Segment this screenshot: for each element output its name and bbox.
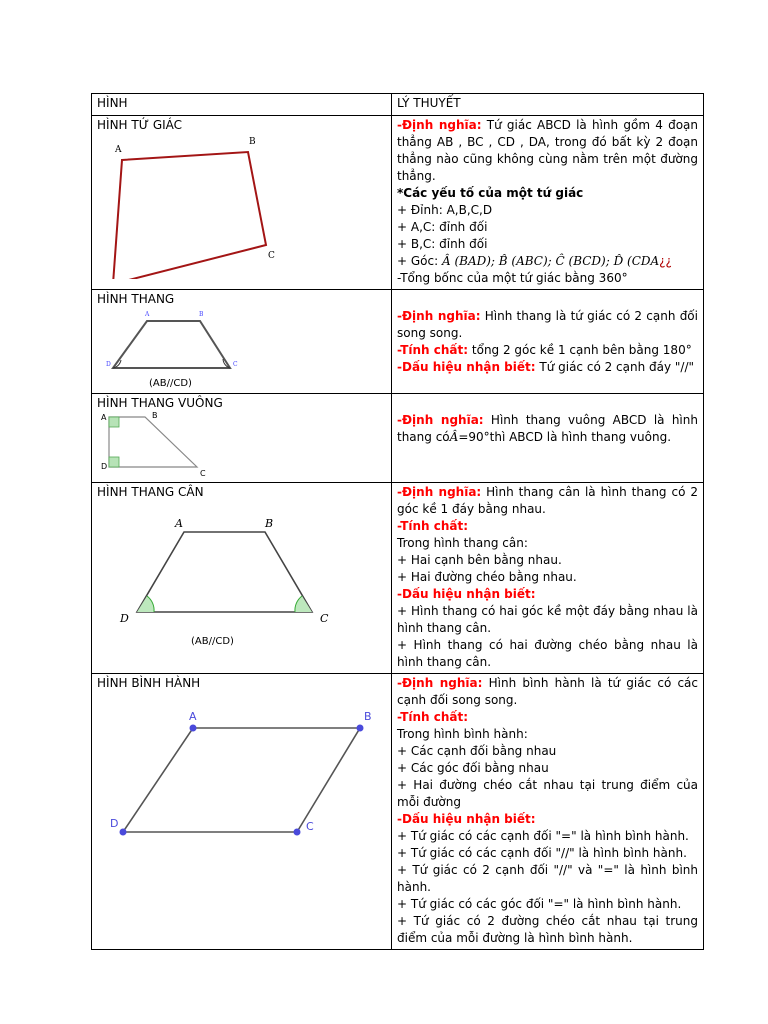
shape-cell-right-trapezoid: [92, 394, 392, 483]
vertex-label-b: B: [199, 311, 204, 318]
definition-text: Hình thang cân là hình thang có 2 góc kề 1 đáy bằng nhau.: [397, 485, 698, 516]
sign-line-2: + Hình thang có hai đường chéo bằng nhau là hình thang cân.: [397, 638, 698, 669]
row-parallelogram: [92, 674, 704, 950]
theory-table: [91, 93, 704, 950]
vertex-label-a: A: [189, 710, 197, 723]
angles-line: [397, 253, 698, 270]
trapezoid-figure: [97, 308, 387, 390]
property-line-3: + Hai đường chéo bằng nhau.: [397, 570, 577, 584]
property-label: -Tính chất:: [397, 710, 469, 724]
row-quadrilateral: [92, 116, 704, 290]
definition-text: Hình bình hành là tứ giác có các cạnh đối song song.: [397, 676, 698, 707]
quadrilateral-shape: [113, 152, 266, 279]
shape-cell-isosceles-trapezoid: [92, 483, 392, 674]
sign-label: -Dấu hiệu nhận biết:: [397, 812, 536, 826]
sign-line-5: + Tứ giác có 2 đường chéo cắt nhau tại trung điểm của mỗi đường là hình bình hành.: [397, 914, 698, 945]
property-line: [397, 342, 698, 359]
right-trapezoid-shape: [109, 417, 197, 467]
angles-prefix: + Góc:: [397, 254, 442, 268]
definition-text-2: =90°thì ABCD là hình thang vuông.: [458, 430, 672, 444]
definition-math: Â: [449, 430, 459, 444]
property-line-1: Trong hình thang cân:: [397, 536, 528, 550]
sign-label: -Dấu hiệu nhận biết:: [397, 360, 536, 374]
shape-title: HÌNH BÌNH HÀNH: [97, 676, 201, 690]
header-row: [92, 94, 704, 116]
vertex-label-c: C: [200, 469, 206, 478]
header-col-shape: HÌNH: [92, 94, 392, 116]
angle-fill-c: [295, 596, 312, 612]
point-a: [190, 725, 197, 732]
definition-label: -Định nghĩa:: [397, 118, 482, 132]
shape-cell-parallelogram: [92, 674, 392, 950]
vertex-label-c: C: [320, 612, 329, 625]
point-b: [357, 725, 364, 732]
sign-line: [397, 359, 698, 376]
sign-line-2: + Tứ giác có các cạnh đối "//" là hình bình hành.: [397, 846, 687, 860]
shape-title: HÌNH TỨ GIÁC: [97, 118, 183, 132]
point-c: [294, 829, 301, 836]
definition-text: Tứ giác ABCD là hình gồm 4 đoạn thẳng AB , BC , CD , DA, trong đó bất kỳ 2 đoạn thẳng nào cũng không cùng nằm trên một đường thẳng.: [397, 118, 698, 183]
property-text: tổng 2 góc kề 1 cạnh bên bằng 180°: [468, 343, 692, 357]
right-angle-mark-d: [109, 457, 119, 467]
definition-text: Hình thang là tứ giác có 2 cạnh đối song song.: [397, 309, 698, 340]
property-line-2: + Các cạnh đối bằng nhau: [397, 744, 557, 758]
vertices-line: + Đỉnh: A,B,C,D: [397, 203, 493, 217]
theory-cell-quadrilateral: [392, 116, 704, 290]
quadrilateral-figure: [97, 134, 387, 279]
shape-title: HÌNH THANG VUÔNG: [97, 396, 223, 410]
theory-cell-right-trapezoid: [392, 394, 704, 483]
shape-title: HÌNH THANG CÂN: [97, 485, 204, 499]
angles-math: Â (BAD); B̂ (ABC); Ĉ (BCD); D̂ (CDA: [441, 254, 660, 268]
right-angle-mark-a: [109, 417, 119, 427]
shape-cell-quadrilateral: [92, 116, 392, 290]
definition-label: -Định nghĩa:: [397, 485, 482, 499]
row-isosceles-trapezoid: [92, 483, 704, 674]
sign-label: -Dấu hiệu nhận biết:: [397, 587, 536, 601]
definition-label: -Định nghĩa:: [397, 413, 484, 427]
opposite-line-1: + A,C: đỉnh đối: [397, 220, 488, 234]
right-trapezoid-figure: [97, 412, 387, 480]
vertex-label-c: C: [306, 820, 314, 833]
shape-title: HÌNH THANG: [97, 292, 175, 306]
parallelogram-figure: [97, 692, 387, 872]
sign-line-1: + Tứ giác có các cạnh đối "=" là hình bình hành.: [397, 829, 689, 843]
parallel-caption: (AB//CD): [149, 378, 192, 389]
vertex-label-c: C: [268, 251, 275, 261]
vertex-label-d: D: [101, 462, 108, 471]
definition-label: -Định nghĩa:: [397, 309, 481, 323]
elements-title: *Các yếu tố của một tứ giác: [397, 186, 584, 200]
property-line-4: + Hai đường chéo cắt nhau tại trung điểm của mỗi đường: [397, 778, 698, 809]
definition-label: -Định nghĩa:: [397, 676, 483, 690]
vertex-label-d: D: [106, 361, 111, 368]
theory-cell-trapezoid: [392, 290, 704, 394]
vertex-label-b: B: [265, 517, 274, 530]
angle-sum-line: -Tổng bốnc của một tứ giác bằng 360°: [397, 271, 628, 285]
opposite-line-2: + B,C: đỉnh đối: [397, 237, 488, 251]
vertex-label-a: A: [101, 413, 107, 422]
vertex-label-b: B: [364, 710, 372, 723]
vertex-label-d: D: [120, 612, 129, 625]
point-d: [120, 829, 127, 836]
sign-line-3: + Tứ giác có 2 cạnh đối "//" và "=" là hình bình hành.: [397, 863, 698, 894]
parallelogram-shape: [123, 728, 360, 832]
parallel-caption: (AB//CD): [191, 636, 234, 647]
angles-tail: ¿¿: [659, 254, 672, 268]
vertex-label-a: A: [145, 311, 150, 318]
vertex-label-c: C: [233, 361, 238, 368]
property-line-3: + Các góc đối bằng nhau: [397, 761, 549, 775]
sign-line-1: + Hình thang có hai góc kề một đáy bằng nhau là hình thang cân.: [397, 604, 698, 635]
trapezoid-shape: [113, 321, 230, 368]
vertex-label-a: A: [175, 517, 183, 530]
sign-line-4: + Tứ giác có các góc đối "=" là hình bình hành.: [397, 897, 682, 911]
angle-fill-d: [137, 596, 154, 612]
row-right-trapezoid: [92, 394, 704, 483]
vertex-label-b: B: [249, 137, 256, 147]
theory-cell-isosceles-trapezoid: [392, 483, 704, 674]
isosceles-trapezoid-figure: [97, 501, 387, 661]
isosceles-trapezoid-shape: [137, 532, 312, 612]
row-trapezoid: [92, 290, 704, 394]
property-line-2: + Hai cạnh bên bằng nhau.: [397, 553, 562, 567]
vertex-label-b: B: [152, 412, 158, 420]
vertex-label-a: A: [115, 145, 122, 155]
shape-cell-trapezoid: [92, 290, 392, 394]
property-label: -Tính chất:: [397, 343, 469, 357]
sign-text: Tứ giác có 2 cạnh đáy "//": [535, 360, 695, 374]
property-label: -Tính chất:: [397, 519, 469, 533]
vertex-label-d: D: [110, 817, 119, 830]
definition-text: Hình thang vuông ABCD là hình thang có: [397, 413, 698, 444]
property-line-1: Trong hình bình hành:: [397, 727, 528, 741]
header-col-theory: LÝ THUYẾT: [392, 94, 704, 116]
theory-cell-parallelogram: [392, 674, 704, 950]
